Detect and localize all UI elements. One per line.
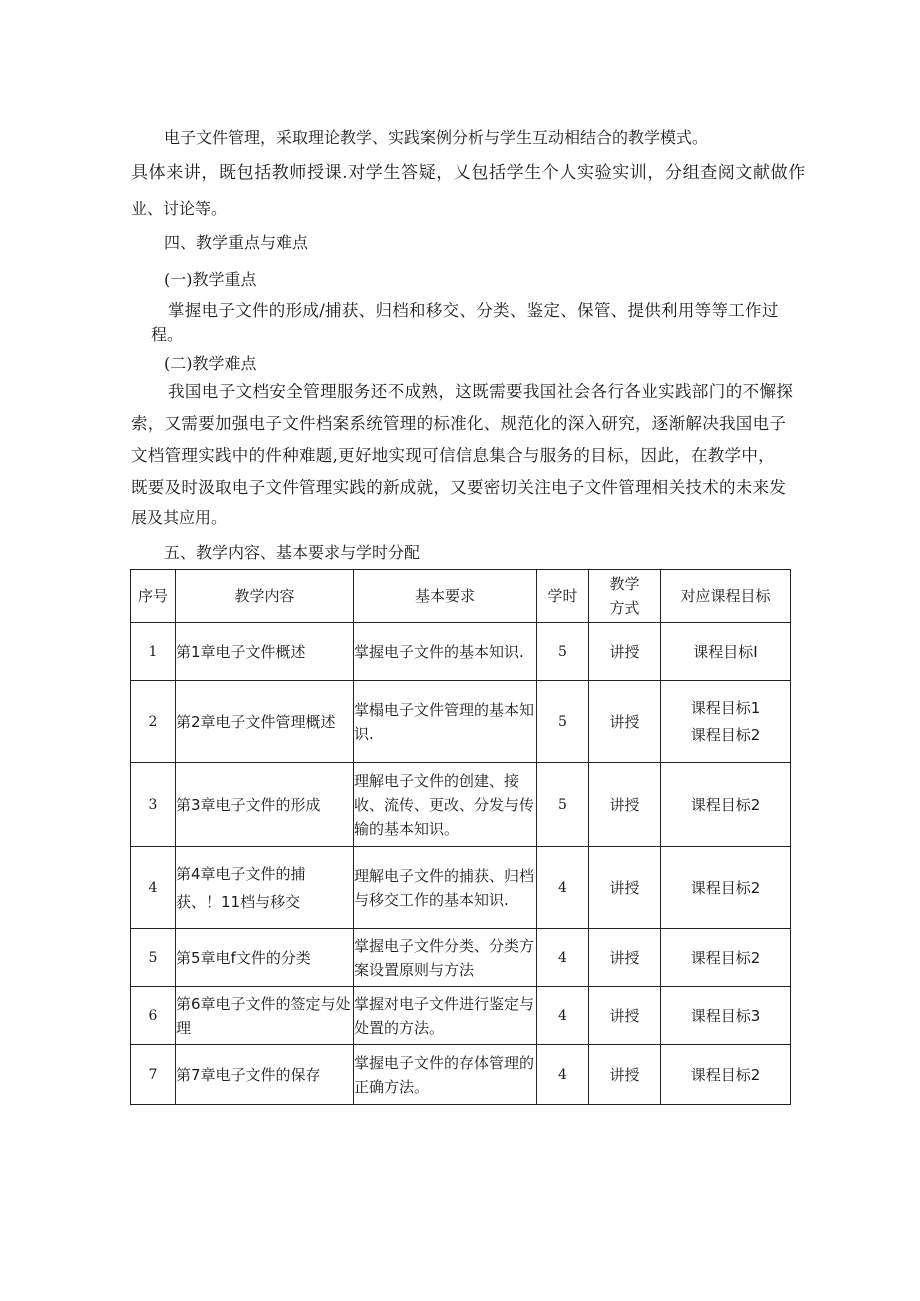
- paragraph-difficulties-line5: 展及其应用。: [131, 508, 228, 527]
- cell-goal: 课程目标I: [661, 623, 791, 681]
- course-schedule-table: [130, 569, 791, 1105]
- subheading-difficulties: (二)教学难点: [164, 354, 257, 373]
- header-hours: 学时: [537, 570, 589, 623]
- cell-no: 6: [131, 987, 176, 1045]
- table-row: [131, 623, 791, 681]
- cell-method: 讲授: [589, 681, 661, 763]
- subheading-key-points: (一)教学重点: [164, 270, 257, 289]
- cell-no: 1: [131, 623, 176, 681]
- cell-goal: 课程目标2: [661, 847, 791, 929]
- cell-no: 7: [131, 1045, 176, 1105]
- cell-hours: 5: [537, 681, 589, 763]
- paragraph-key-points-end: 程。: [151, 325, 184, 344]
- cell-hours: 4: [537, 847, 589, 929]
- header-content: 教学内容: [176, 570, 354, 623]
- cell-goal: 课程目标1 课程目标2: [661, 681, 791, 763]
- header-no: 序号: [131, 570, 176, 623]
- cell-goal: 课程目标2: [661, 1045, 791, 1105]
- cell-content: 第3章电子文件的形成: [176, 763, 354, 847]
- cell-method: 讲授: [589, 1045, 661, 1105]
- cell-content: 第1章电子文件概述: [176, 623, 354, 681]
- table-row: [131, 1045, 791, 1105]
- paragraph-difficulties-line2: 索，又需要加强电子文件档案系统管理的标准化、规范化的深入研究，逐渐解决我国电子: [131, 414, 787, 433]
- cell-hours: 4: [537, 929, 589, 987]
- cell-requirement: 理解电子文件的捕获、归档与移交工作的基本知识.: [354, 847, 537, 929]
- section-heading-5: 五、教学内容、基本要求与学时分配: [164, 543, 421, 562]
- cell-method: 讲授: [589, 623, 661, 681]
- paragraph-teaching-detail: 具体来讲，既包括教师授课.对学生答疑，乂包括学生个人实验实训，分组查阅文献做作: [131, 163, 806, 183]
- cell-requirement: 掌握电子文件的基本知识.: [354, 623, 537, 681]
- cell-goal: 课程目标3: [661, 987, 791, 1045]
- cell-hours: 5: [537, 763, 589, 847]
- cell-no: 4: [131, 847, 176, 929]
- table-row: [131, 847, 791, 929]
- cell-content: 第6章电子文件的签定与处理: [176, 987, 354, 1045]
- table-row: [131, 987, 791, 1045]
- cell-content: 第5章电f文件的分类: [176, 929, 354, 987]
- cell-no: 3: [131, 763, 176, 847]
- section-heading-4: 四、教学重点与难点: [164, 233, 309, 252]
- cell-content: 第7章电子文件的保存: [176, 1045, 354, 1105]
- paragraph-difficulties-line4: 既要及时汲取电子文件管理实践的新成就，又要密切关注电子文件管理相关技术的未来发: [131, 478, 787, 497]
- cell-no: 2: [131, 681, 176, 763]
- cell-requirement: 掌握电子文件的存体管理的正确方法。: [354, 1045, 537, 1105]
- cell-goal: 课程目标2: [661, 763, 791, 847]
- cell-hours: 4: [537, 987, 589, 1045]
- table-row: [131, 763, 791, 847]
- cell-hours: 5: [537, 623, 589, 681]
- table-row: [131, 681, 791, 763]
- cell-method: 讲授: [589, 763, 661, 847]
- cell-content: 第2章电子文件管理概述: [176, 681, 354, 763]
- cell-hours: 4: [537, 1045, 589, 1105]
- cell-method: 讲授: [589, 929, 661, 987]
- cell-requirement: 理解电子文件的创建、接收、流传、更改、分发与传输的基本知识。: [354, 763, 537, 847]
- paragraph-teaching-detail-end: 业、讨论等。: [131, 199, 228, 218]
- header-requirement: 基本要求: [354, 570, 537, 623]
- header-method: 教学 方式: [589, 570, 661, 623]
- paragraph-key-points: 掌握电子文件的形成/捕获、归档和移交、分类、鉴定、保管、提供利用等等工作过: [168, 301, 779, 320]
- table-row: [131, 929, 791, 987]
- paragraph-teaching-mode: 电子文件管理，采取理论教学、实践案例分析与学生互动相结合的教学模式。: [164, 128, 709, 147]
- cell-requirement: 掌榻电子文件管理的基本知识.: [354, 681, 537, 763]
- paragraph-difficulties-line3: 文档管理实践中的件种难题,更好地实现可信信息集合与服务的目标，因此，在教学中，: [131, 446, 775, 465]
- table-header-row: [131, 570, 791, 623]
- cell-requirement: 掌握对电子文件进行鉴定与处置的方法。: [354, 987, 537, 1045]
- cell-content: 第4章电子文件的捕 获、！11档与移交: [176, 847, 354, 929]
- cell-no: 5: [131, 929, 176, 987]
- cell-method: 讲授: [589, 847, 661, 929]
- cell-method: 讲授: [589, 987, 661, 1045]
- cell-requirement: 掌握电子文件分类、分类方案设置原则与方法: [354, 929, 537, 987]
- header-goal: 对应课程目标: [661, 570, 791, 623]
- paragraph-difficulties-line1: 我国电子文档安全管理服务还不成熟，这既需要我国社会各行各业实践部门的不懈探: [168, 382, 794, 401]
- cell-goal: 课程目标2: [661, 929, 791, 987]
